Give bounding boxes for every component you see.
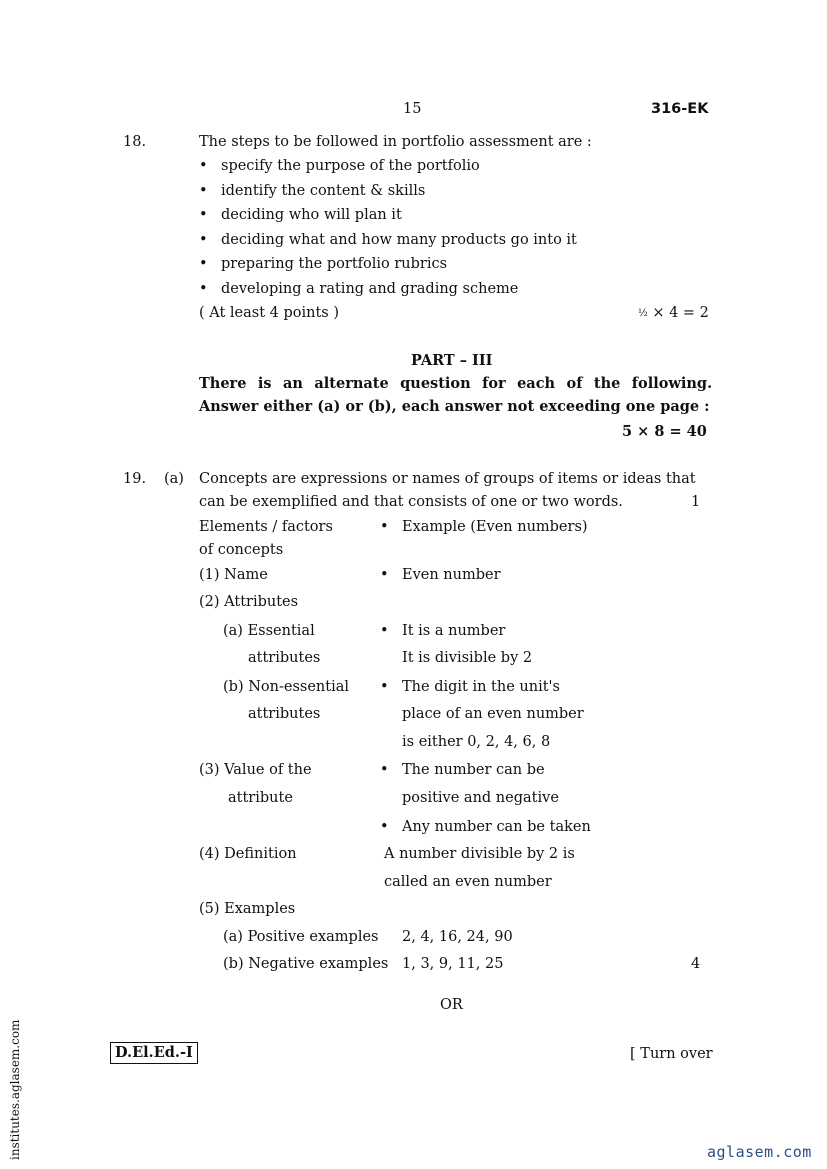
positive-examples-label: (a) Positive examples <box>223 929 379 945</box>
column-head-left-line2: of concepts <box>199 542 284 558</box>
q19-definition-line2: can be exemplified and that consists of one or two words. <box>199 494 623 510</box>
q18-marks-rest: × 4 = 2 <box>652 305 709 321</box>
q19-definition-line1: Concepts are expressions or names of groups of items or ideas that <box>199 471 696 487</box>
name-value: • Even number <box>402 568 501 583</box>
definition-value-line1: A number divisible by 2 is <box>384 846 575 862</box>
q19-definition-marks: 1 <box>691 494 701 510</box>
q18-marks <box>638 306 709 321</box>
value-value-line2: positive and negative <box>402 790 559 806</box>
q18-marks-fraction: ½ <box>638 308 648 319</box>
value-value-line1: • The number can be <box>402 763 545 778</box>
column-head-right: • Example (Even numbers) <box>402 520 588 535</box>
q18-step: • specify the purpose of the portfolio <box>221 159 480 174</box>
side-watermark: institutes.aglasem.com <box>8 1019 22 1160</box>
part-instruction-line1: There is an alternate question for each of the following. <box>199 375 713 392</box>
page-number: 15 <box>403 101 422 117</box>
name-label: (1) Name <box>199 567 268 583</box>
non-essential-label-line1: (b) Non-essential <box>223 679 349 695</box>
value-value-line3: • Any number can be taken <box>402 820 591 835</box>
examples-label: (5) Examples <box>199 901 296 917</box>
non-essential-value-line3: is either 0, 2, 4, 6, 8 <box>402 734 551 750</box>
q19-part-label: (a) <box>164 471 184 487</box>
site-watermark: aglasem.com <box>707 1143 812 1161</box>
q18-step: • preparing the portfolio rubrics <box>221 257 447 272</box>
positive-examples-value: 2, 4, 16, 24, 90 <box>402 929 513 945</box>
question-number-18: 18. <box>123 134 147 150</box>
paper-code: 316-EK <box>651 101 709 117</box>
value-label-line1: (3) Value of the <box>199 762 312 778</box>
q18-intro: The steps to be followed in portfolio assessment are : <box>199 134 592 150</box>
definition-label: (4) Definition <box>199 846 297 862</box>
part-marks: 5 × 8 = 40 <box>622 423 707 440</box>
essential-value-line1: • It is a number <box>402 624 505 639</box>
non-essential-label-line2: attributes <box>248 706 321 722</box>
q18-step: • deciding who will plan it <box>221 208 402 223</box>
negative-examples-value: 1, 3, 9, 11, 25 <box>402 956 504 972</box>
essential-value-line2: It is divisible by 2 <box>402 650 533 666</box>
q18-step: • deciding what and how many products go into it <box>221 233 577 248</box>
or-separator: OR <box>440 997 463 1013</box>
negative-examples-label: (b) Negative examples <box>223 956 389 972</box>
question-number-19: 19. <box>123 471 147 487</box>
q18-note: ( At least 4 points ) <box>199 305 340 321</box>
course-code-box: D.El.Ed.-I <box>110 1042 198 1064</box>
attributes-label: (2) Attributes <box>199 594 299 610</box>
definition-value-line2: called an even number <box>384 874 552 890</box>
q18-step: • identify the content & skills <box>221 184 425 199</box>
non-essential-value-line2: place of an even number <box>402 706 584 722</box>
value-label-line2: attribute <box>228 790 293 806</box>
part-title: PART – III <box>411 352 493 369</box>
part-instruction-line2: Answer either (a) or (b), each answer not exceeding one page : <box>199 398 710 415</box>
essential-label-line1: (a) Essential <box>223 623 315 639</box>
turn-over-text: [ Turn over <box>630 1046 713 1062</box>
non-essential-value-line1: • The digit in the unit's <box>402 680 560 695</box>
essential-label-line2: attributes <box>248 650 321 666</box>
column-head-left-line1: Elements / factors <box>199 519 333 535</box>
q18-step: • developing a rating and grading scheme <box>221 282 518 297</box>
examples-marks: 4 <box>691 956 701 972</box>
